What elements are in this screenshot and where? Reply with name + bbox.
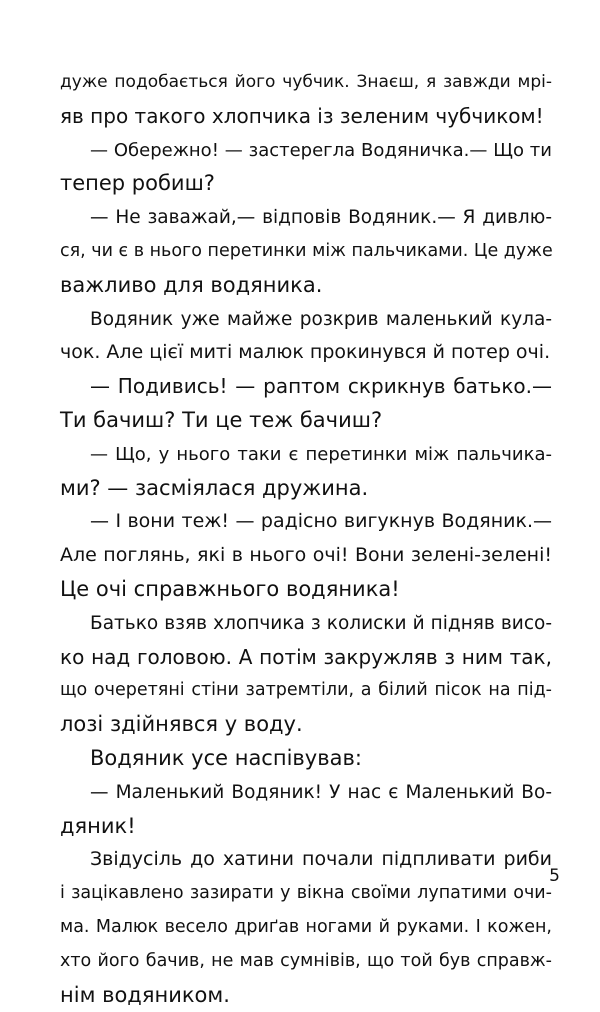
text-line: Це очі справжнього водяника! [60,576,400,601]
text-line: — І вони теж! — радісно вигукнув Водяник.— [90,510,552,533]
text-line: важливо для водяника. [60,272,323,297]
text-line: — Обережно! — застерегла Водяничка.— Що ти [90,139,552,161]
text-line: що очеретяні стіни затремтіли, а білий пісок на під- [60,680,552,701]
text-line: Водяник усе наспівував: [90,745,362,770]
text-line: — Подивись! — раптом скрикнув батько.— [90,374,552,399]
text-line: і зацікавлено зазирати у вікна своїми лупатими очи- [60,883,552,904]
body-text [60,66,552,1012]
text-line: ма. Малюк весело дриґав ногами й руками. І кожен, [60,916,552,937]
text-line: Звідусіль до хатини почали підпливати риби [90,848,552,871]
text-line: дяник! [60,813,136,838]
text-line: дуже подобається його чубчик. Знаєш, я завжди мрі- [60,72,552,92]
text-line: Ти бачиш? Ти це теж бачиш? [60,407,383,432]
text-line: тепер робиш? [60,171,215,196]
text-line: ми? — засміялася дружина. [60,475,369,500]
text-line: яв про такого хлопчика із зеленим чубчиком! [60,103,544,128]
text-line: чок. Але цієї миті малюк прокинувся й потер очі. [60,341,551,364]
text-line: ко над головою. А потім закружляв з ним так, [60,644,552,669]
text-line: Батько взяв хлопчика з колиски й підняв висо- [90,612,552,634]
text-line: Але поглянь, які в нього очі! Вони зелені-зелені! [60,544,552,567]
text-line: — Що, у нього таки є перетинки між пальчика- [90,443,552,465]
text-line: нім водяником. [60,982,230,1007]
text-line: — Не заважай,— відповів Водяник.— Я дивлю- [90,207,552,229]
text-line: хто його бачив, не мав сумнівів, що той був справж- [60,950,552,971]
page-number: 5 [549,866,560,886]
text-line: лозі здійнявся у воду. [60,712,303,737]
text-line: — Маленький Водяник! У нас є Маленький Во- [90,781,552,803]
text-line: ся, чи є в нього перетинки між пальчиками. Це дуже [60,240,553,261]
text-line: Водяник уже майже розкрив маленький кула- [90,308,552,330]
